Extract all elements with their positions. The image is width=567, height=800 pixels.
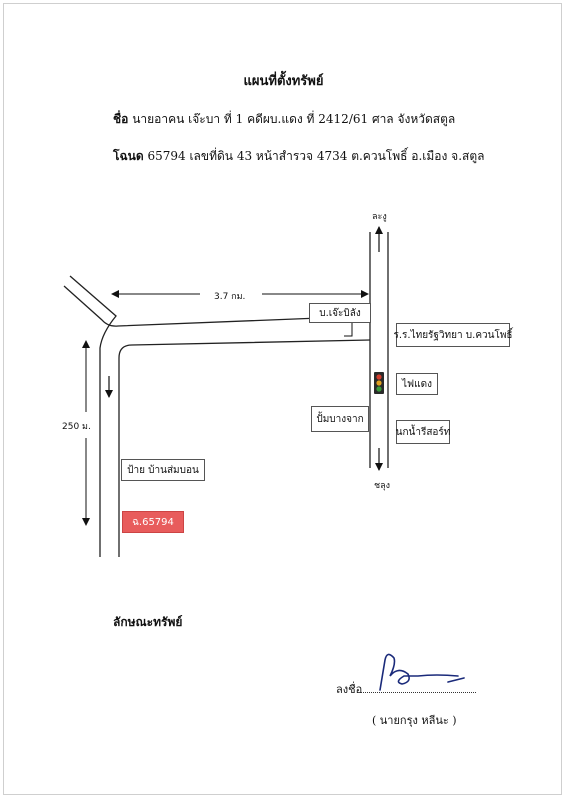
owner-label: ชื่อ <box>113 112 129 126</box>
traffic-light-green <box>376 386 381 391</box>
north-label: ละงู <box>372 212 387 222</box>
gas-station-box: ปั้มบางจาก <box>311 406 369 432</box>
school-box: ร.ร.ไทยรัฐวิทยา บ.ควนโพธิ์ <box>396 323 510 347</box>
owner-text: นายอาคน เจ๊ะบา ที่ 1 คดีผบ.แดง ที่ 2412/61 ศาล จังหวัดสตูล <box>132 112 456 126</box>
traffic-light-red <box>376 374 381 379</box>
signature-line <box>360 692 476 693</box>
deed-label: โฉนด <box>113 149 144 163</box>
distance-vertical-label: 250 ม. <box>62 422 91 432</box>
parcel-marker: ฉ.65794 <box>122 511 184 533</box>
traffic-light-box: ไฟแดง <box>396 373 438 395</box>
village-leader <box>344 322 352 336</box>
property-description-heading: ลักษณะทรัพย์ <box>113 615 183 629</box>
west-road-edge <box>70 276 116 557</box>
deed-text: 65794 เลขที่ดิน 43 หน้าสำรวจ 4734 ต.ควนโพธิ์ อ.เมือง จ.สตูล <box>147 149 485 163</box>
resort-box: นกน้ำรีสอร์ท <box>396 420 450 444</box>
page-title: แผนที่ตั้งทรัพย์ <box>243 74 324 89</box>
distance-horizontal-label: 3.7 กม. <box>214 292 246 302</box>
signer-name: ( นายกรุง หลีนะ ) <box>372 714 457 727</box>
signature-label: ลงชื่อ <box>336 683 363 696</box>
village-road-box: บ.เจ๊ะบิลัง <box>309 303 371 323</box>
south-label: ชลุง <box>374 481 391 491</box>
traffic-light-yellow <box>376 380 381 385</box>
signature-scribble <box>374 646 474 694</box>
village-sign-box: ป้าย บ้านส่มบอน <box>121 459 205 481</box>
